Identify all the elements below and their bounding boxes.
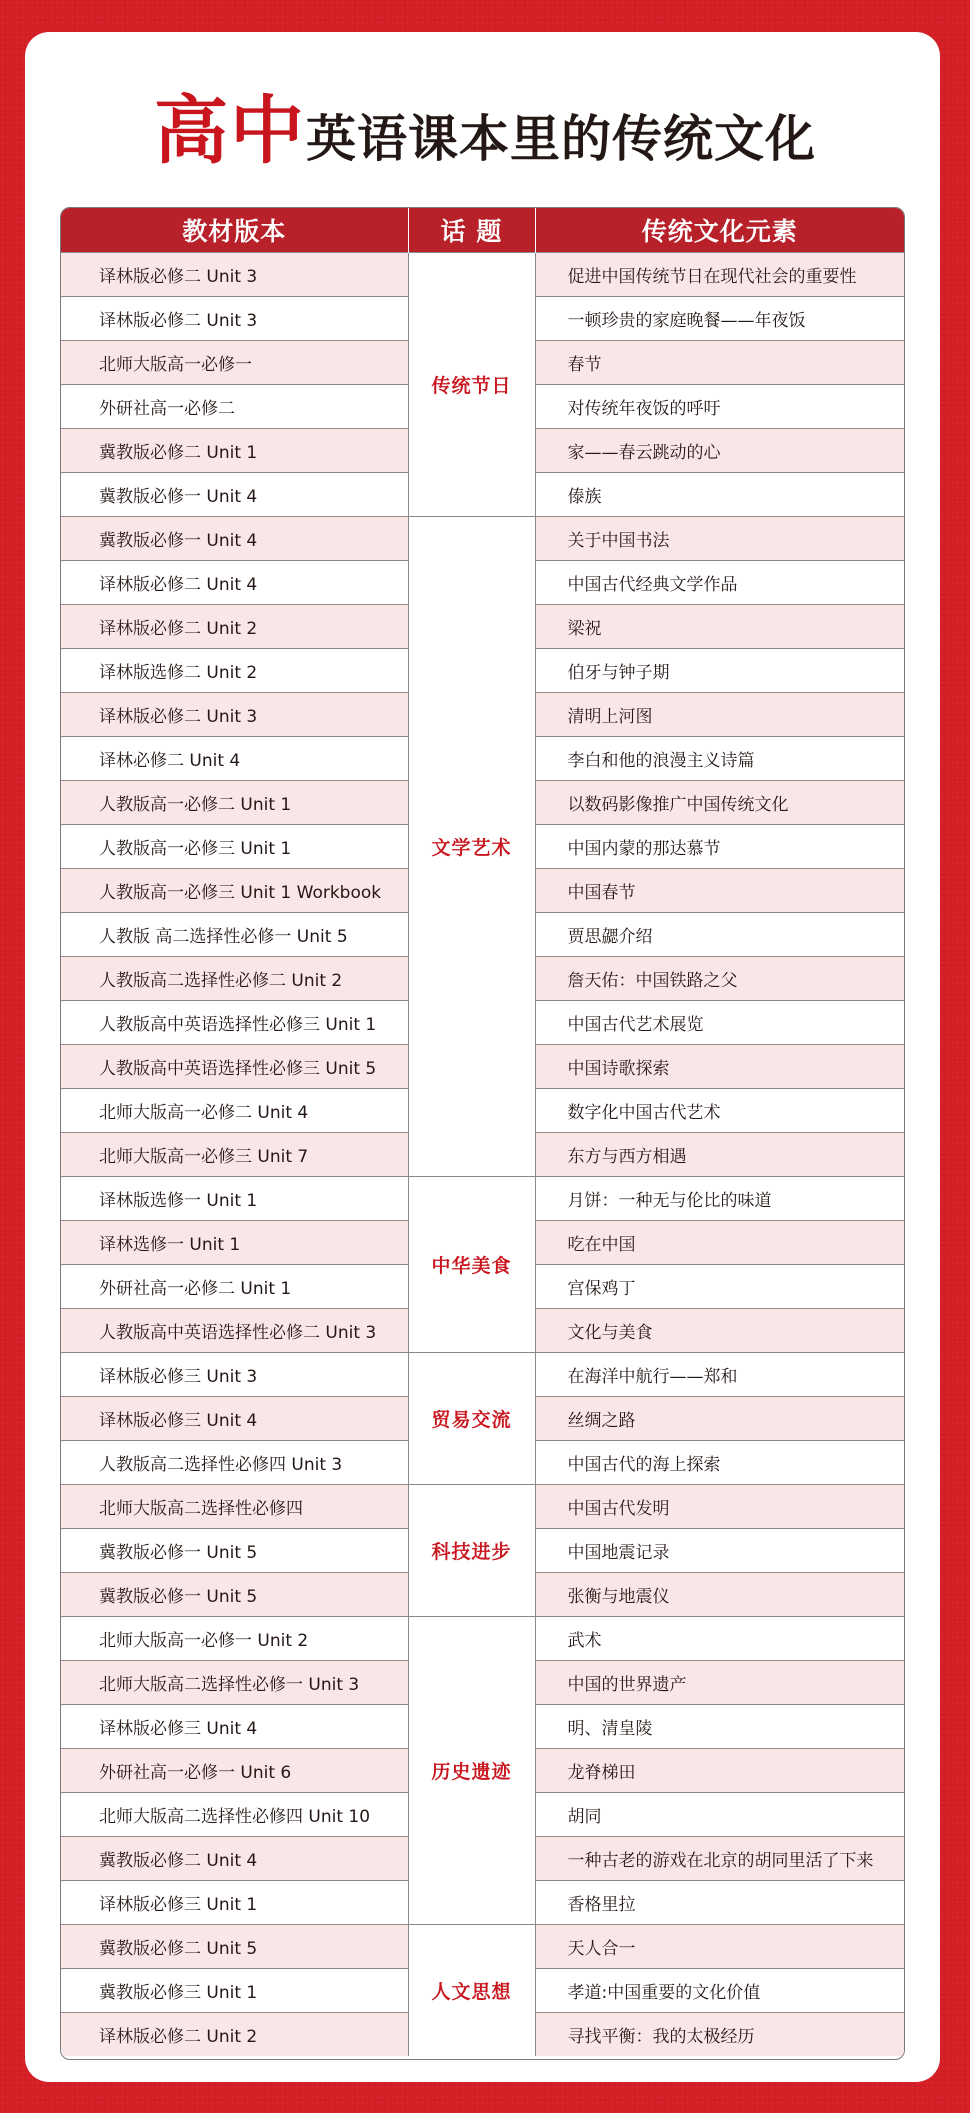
textbook-cell: 外研社高一必修二 Unit 1 [61, 1265, 408, 1309]
table-row [61, 1925, 904, 1969]
header-element: 传统文化元素 [535, 208, 904, 253]
culture-element-cell: 明、清皇陵 [535, 1705, 904, 1749]
topic-cell: 中华美食 [408, 1177, 535, 1353]
culture-element-cell: 张衡与地震仪 [535, 1573, 904, 1617]
textbook-cell: 译林版必修二 Unit 4 [61, 561, 408, 605]
culture-element-cell: 春节 [535, 341, 904, 385]
textbook-cell: 译林版必修三 Unit 4 [61, 1397, 408, 1441]
table-row [61, 253, 904, 297]
textbook-cell: 人教版高二选择性必修二 Unit 2 [61, 957, 408, 1001]
textbook-cell: 人教版高一必修三 Unit 1 Workbook [61, 869, 408, 913]
textbook-cell: 译林版必修三 Unit 1 [61, 1881, 408, 1925]
table-row [61, 1485, 904, 1529]
topic-cell: 科技进步 [408, 1485, 535, 1617]
culture-element-cell: 中国古代艺术展览 [535, 1001, 904, 1045]
culture-table-container [60, 207, 905, 2060]
culture-element-cell: 对传统年夜饭的呼吁 [535, 385, 904, 429]
culture-element-cell: 中国古代发明 [535, 1485, 904, 1529]
topic-cell: 历史遗迹 [408, 1617, 535, 1925]
topic-cell: 贸易交流 [408, 1353, 535, 1485]
textbook-cell: 人教版高二选择性必修四 Unit 3 [61, 1441, 408, 1485]
header-topic: 话 题 [408, 208, 535, 253]
culture-element-cell: 家——春云跳动的心 [535, 429, 904, 473]
textbook-cell: 北师大版高一必修三 Unit 7 [61, 1133, 408, 1177]
textbook-cell: 译林版选修一 Unit 1 [61, 1177, 408, 1221]
table-row [61, 1617, 904, 1661]
culture-element-cell: 孝道:中国重要的文化价值 [535, 1969, 904, 2013]
textbook-cell: 冀教版必修一 Unit 4 [61, 473, 408, 517]
culture-element-cell: 中国古代经典文学作品 [535, 561, 904, 605]
culture-element-cell: 中国地震记录 [535, 1529, 904, 1573]
culture-element-cell: 清明上河图 [535, 693, 904, 737]
textbook-cell: 外研社高一必修二 [61, 385, 408, 429]
culture-element-cell: 吃在中国 [535, 1221, 904, 1265]
textbook-cell: 人教版高中英语选择性必修三 Unit 5 [61, 1045, 408, 1089]
textbook-cell: 译林版必修二 Unit 3 [61, 253, 408, 297]
textbook-cell: 译林选修一 Unit 1 [61, 1221, 408, 1265]
culture-element-cell: 数字化中国古代艺术 [535, 1089, 904, 1133]
culture-element-cell: 一种古老的游戏在北京的胡同里活了下来 [535, 1837, 904, 1881]
culture-element-cell: 促进中国传统节日在现代社会的重要性 [535, 253, 904, 297]
textbook-cell: 北师大版高二选择性必修四 [61, 1485, 408, 1529]
title-text: 英语课本里的传统文化 [306, 110, 816, 168]
textbook-cell: 人教版高中英语选择性必修二 Unit 3 [61, 1309, 408, 1353]
table-row [61, 517, 904, 561]
culture-element-cell: 天人合一 [535, 1925, 904, 1969]
culture-element-cell: 中国内蒙的那达慕节 [535, 825, 904, 869]
textbook-cell: 译林版必修二 Unit 2 [61, 2013, 408, 2057]
textbook-cell: 译林必修二 Unit 4 [61, 737, 408, 781]
textbook-cell: 人教版 高二选择性必修一 Unit 5 [61, 913, 408, 957]
textbook-cell: 译林版必修三 Unit 3 [61, 1353, 408, 1397]
culture-element-cell: 香格里拉 [535, 1881, 904, 1925]
textbook-cell: 冀教版必修一 Unit 4 [61, 517, 408, 561]
culture-element-cell: 东方与西方相遇 [535, 1133, 904, 1177]
table-row [61, 1177, 904, 1221]
topic-cell: 文学艺术 [408, 517, 535, 1177]
culture-element-cell: 詹天佑：中国铁路之父 [535, 957, 904, 1001]
textbook-cell: 人教版高一必修二 Unit 1 [61, 781, 408, 825]
culture-element-cell: 伯牙与钟子期 [535, 649, 904, 693]
culture-element-cell: 武术 [535, 1617, 904, 1661]
culture-element-cell: 寻找平衡：我的太极经历 [535, 2013, 904, 2057]
culture-element-cell: 月饼：一种无与伦比的味道 [535, 1177, 904, 1221]
culture-element-cell: 李白和他的浪漫主义诗篇 [535, 737, 904, 781]
culture-element-cell: 胡同 [535, 1793, 904, 1837]
page-title [0, 72, 970, 178]
culture-element-cell: 傣族 [535, 473, 904, 517]
textbook-cell: 外研社高一必修一 Unit 6 [61, 1749, 408, 1793]
textbook-cell: 译林版必修二 Unit 3 [61, 693, 408, 737]
textbook-cell: 译林版必修二 Unit 3 [61, 297, 408, 341]
culture-element-cell: 中国春节 [535, 869, 904, 913]
textbook-cell: 北师大版高一必修一 [61, 341, 408, 385]
topic-cell: 人文思想 [408, 1925, 535, 2057]
topic-cell: 传统节日 [408, 253, 535, 517]
culture-element-cell: 丝绸之路 [535, 1397, 904, 1441]
textbook-cell: 北师大版高二选择性必修一 Unit 3 [61, 1661, 408, 1705]
textbook-cell: 北师大版高一必修二 Unit 4 [61, 1089, 408, 1133]
table-row [61, 1353, 904, 1397]
textbook-cell: 冀教版必修一 Unit 5 [61, 1529, 408, 1573]
culture-element-cell: 梁祝 [535, 605, 904, 649]
textbook-cell: 人教版高中英语选择性必修三 Unit 1 [61, 1001, 408, 1045]
textbook-cell: 译林版必修二 Unit 2 [61, 605, 408, 649]
textbook-cell: 北师大版高二选择性必修四 Unit 10 [61, 1793, 408, 1837]
culture-element-cell: 关于中国书法 [535, 517, 904, 561]
textbook-cell: 冀教版必修二 Unit 1 [61, 429, 408, 473]
culture-element-cell: 在海洋中航行——郑和 [535, 1353, 904, 1397]
culture-element-cell: 中国诗歌探索 [535, 1045, 904, 1089]
culture-table [61, 208, 904, 2056]
culture-element-cell: 贾思勰介绍 [535, 913, 904, 957]
textbook-cell: 人教版高一必修三 Unit 1 [61, 825, 408, 869]
culture-element-cell: 文化与美食 [535, 1309, 904, 1353]
textbook-cell: 译林版选修二 Unit 2 [61, 649, 408, 693]
culture-element-cell: 一顿珍贵的家庭晚餐——年夜饭 [535, 297, 904, 341]
culture-element-cell: 中国的世界遗产 [535, 1661, 904, 1705]
header-textbook: 教材版本 [61, 208, 408, 253]
textbook-cell: 冀教版必修二 Unit 4 [61, 1837, 408, 1881]
culture-element-cell: 以数码影像推广中国传统文化 [535, 781, 904, 825]
title-highlight: 高中 [154, 88, 306, 174]
textbook-cell: 译林版必修三 Unit 4 [61, 1705, 408, 1749]
table-body [61, 253, 904, 2057]
textbook-cell: 冀教版必修三 Unit 1 [61, 1969, 408, 2013]
culture-element-cell: 中国古代的海上探索 [535, 1441, 904, 1485]
textbook-cell: 冀教版必修一 Unit 5 [61, 1573, 408, 1617]
culture-element-cell: 宫保鸡丁 [535, 1265, 904, 1309]
culture-element-cell: 龙脊梯田 [535, 1749, 904, 1793]
textbook-cell: 北师大版高一必修一 Unit 2 [61, 1617, 408, 1661]
textbook-cell: 冀教版必修二 Unit 5 [61, 1925, 408, 1969]
table-header-row [61, 208, 904, 253]
